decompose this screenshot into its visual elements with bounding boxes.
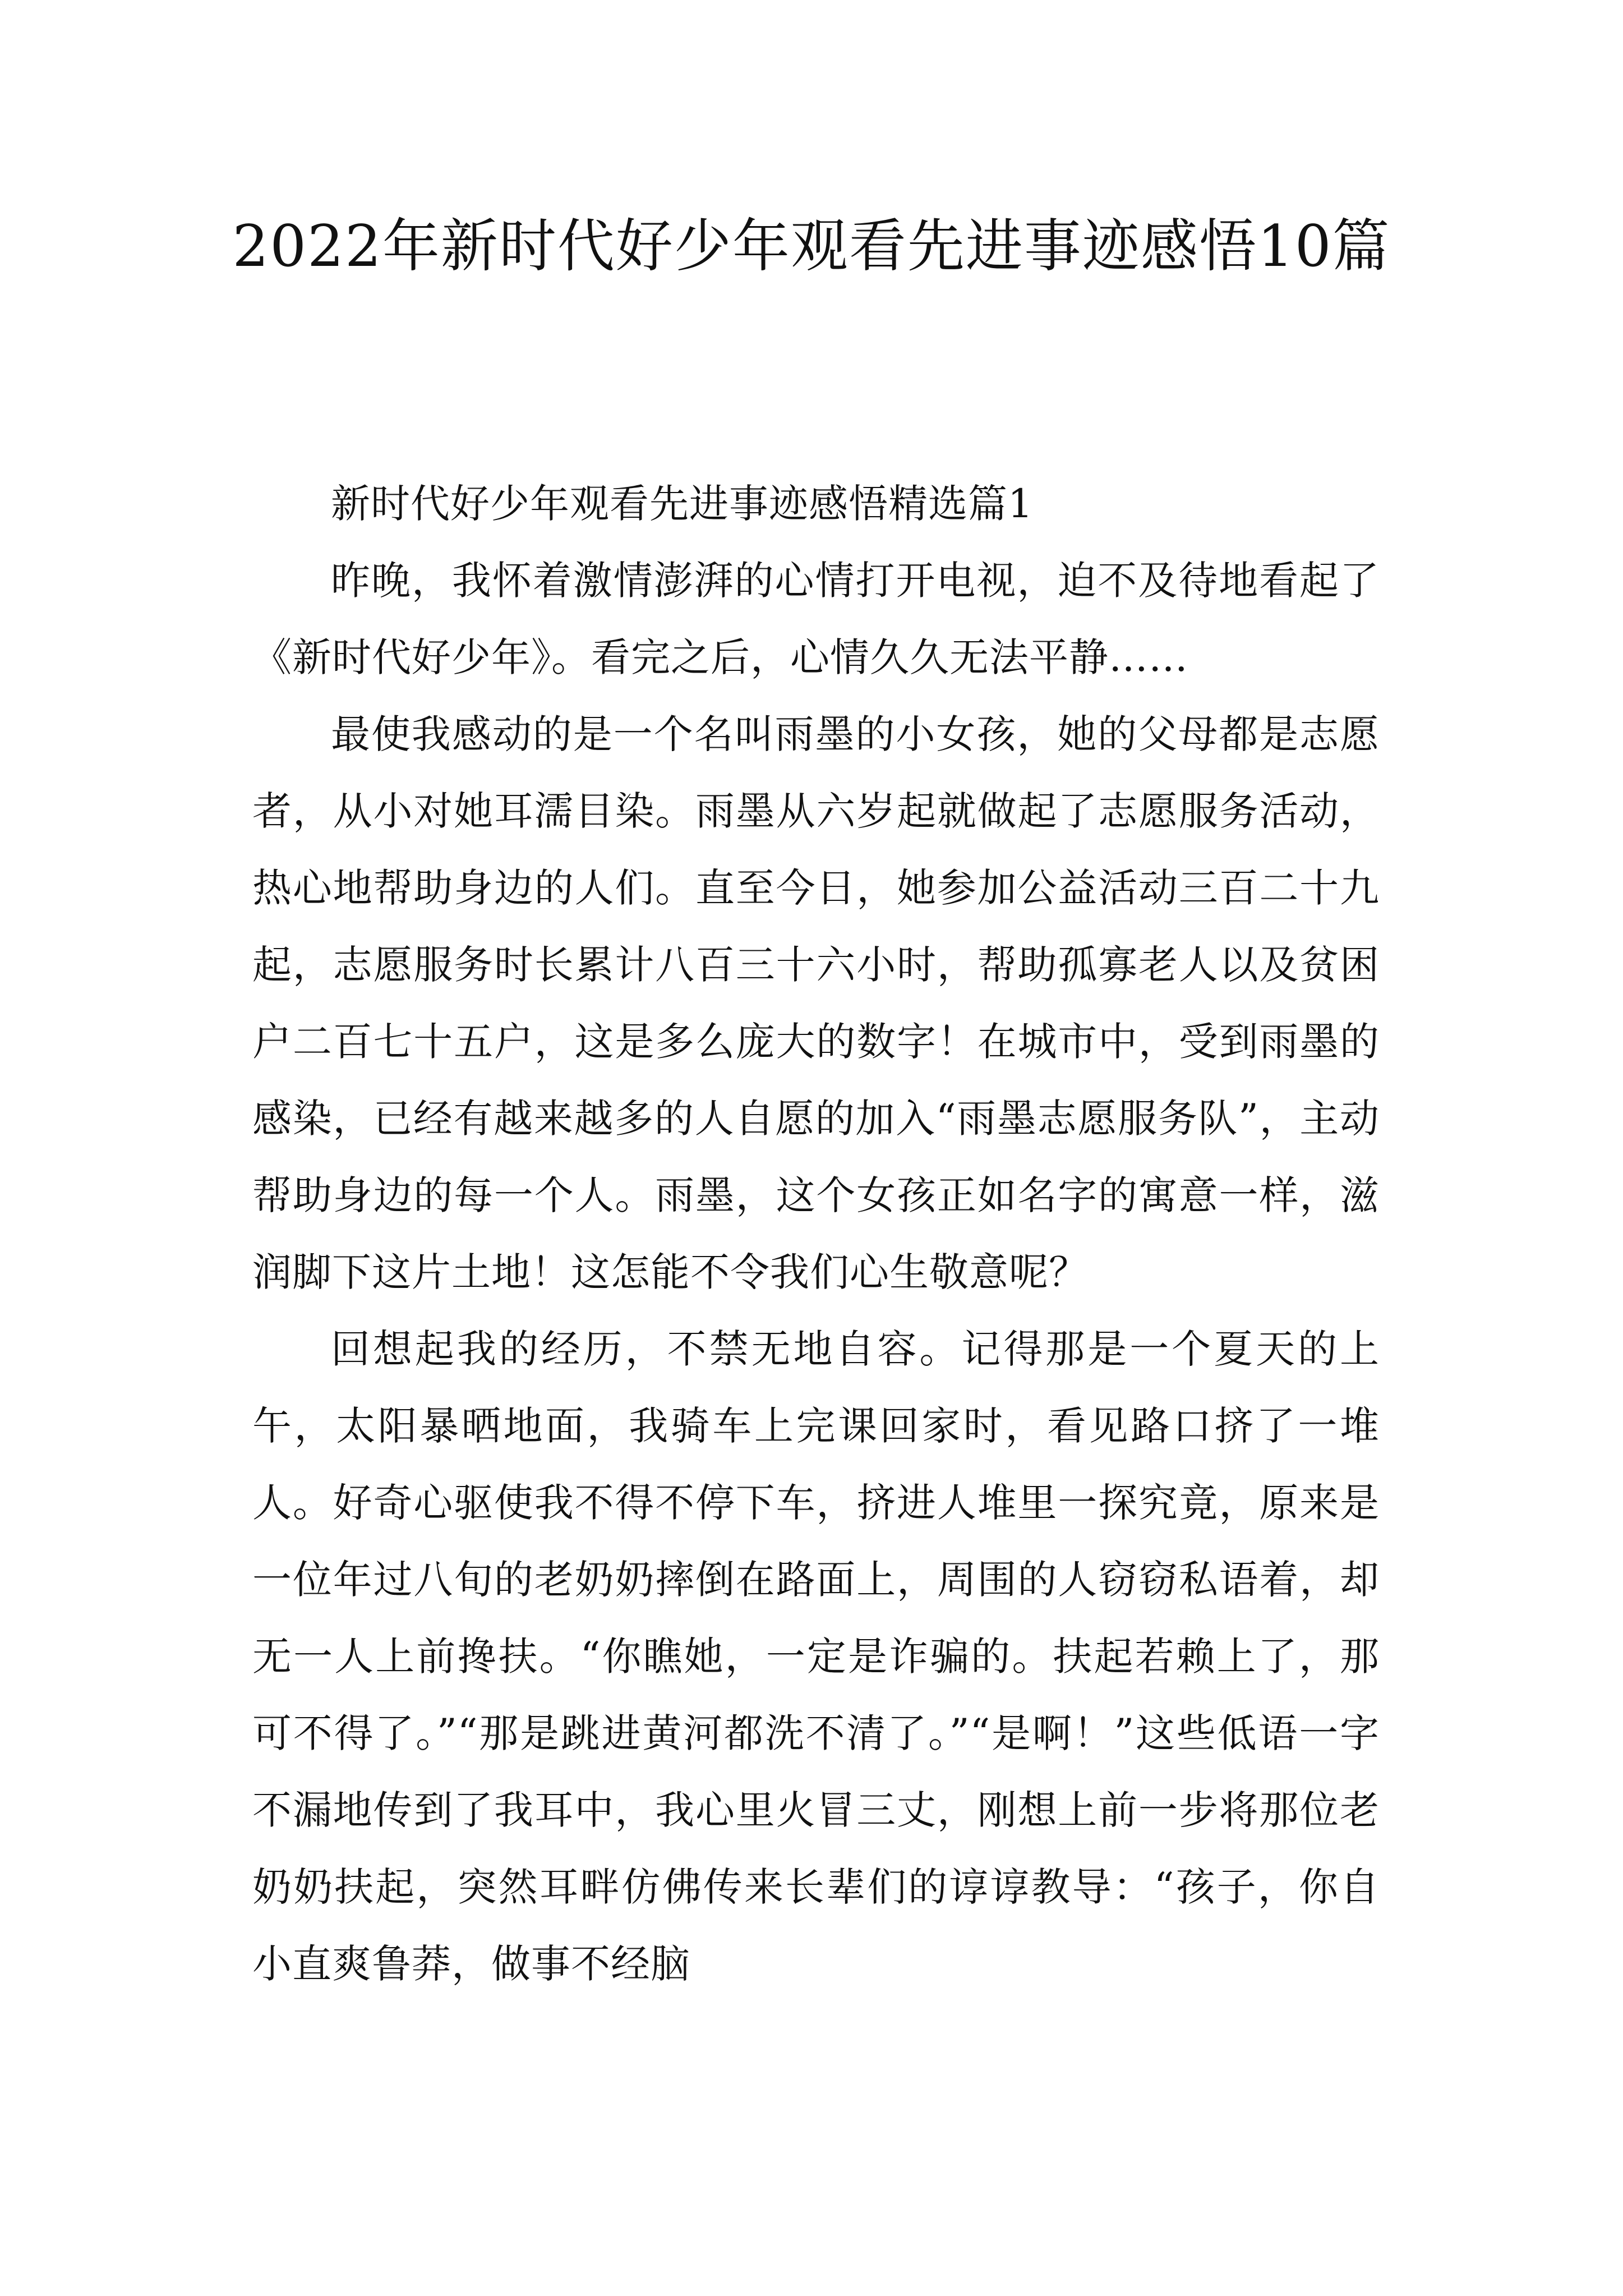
section-heading: 新时代好少年观看先进事迹感悟精选篇1	[331, 481, 1034, 527]
document-title: 2022年新时代好少年观看先进事迹感悟10篇	[232, 213, 1391, 280]
paragraph: 昨晚，我怀着激情澎湃的心情打开电视，迫不及待地看起了《新时代好少年》。看完之后，心情久久无法平静……	[252, 558, 1380, 680]
paragraph: 最使我感动的是一个名叫雨墨的小女孩，她的父母都是志愿者，从小对她耳濡目染。雨墨从六岁起就做起了志愿服务活动，热心地帮助身边的人们。直至今日，她参加公益活动三百二十九起，志愿服务时长累计八百三十六小时，帮助孤寡老人以及贫困户二百七十五户，这是多么庞大的数字！在城市中，受到雨墨的感染，已经有越来越多的人自愿的加入“雨墨志愿服务队”，主动帮助身边的每一个人。雨墨，这个女孩正如名字的寓意一样，滋润脚下这片土地！这怎能不令我们心生敬意呢？	[252, 711, 1380, 1295]
paragraph: 回想起我的经历，不禁无地自容。记得那是一个夏天的上午，太阳暴晒地面，我骑车上完课回家时，看见路口挤了一堆人。好奇心驱使我不得不停下车，挤进人堆里一探究竟，原来是一位年过八旬的老奶奶摔倒在路面上，周围的人窃窃私语着，却无一人上前搀扶。“你瞧她，一定是诈骗的。扶起若赖上了，那可不得了。”“那是跳进黄河都洗不清了。”“是啊！”这些低语一字不漏地传到了我耳中，我心里火冒三丈，刚想上前一步将那位老奶奶扶起，突然耳畔仿佛传来长辈们的谆谆教导：“孩子，你自小直爽鲁莽，做事不经脑	[252, 1326, 1380, 1987]
document-body	[252, 466, 1380, 2003]
